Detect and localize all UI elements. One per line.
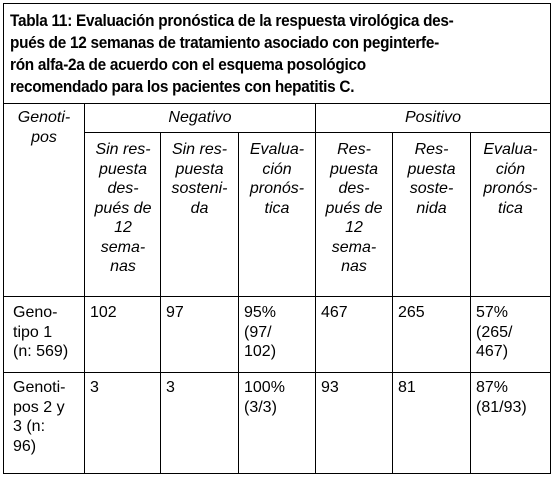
- header-neg-col-1: Sin res- puesta des- pués de 12 sema- nas: [94, 141, 152, 275]
- row-1-cell: 102: [90, 304, 117, 321]
- row-1-cell: 265: [398, 304, 425, 321]
- header-genotype: Genoti- pos: [17, 109, 71, 146]
- title-line: rón alfa-2a de acuerdo con el esquema posológico: [10, 56, 366, 74]
- row-divider: [4, 372, 550, 373]
- table-top-rule: [4, 103, 550, 104]
- row-2-cell: 3: [166, 379, 175, 396]
- header-pos-col-3: Evalua- ción pronós- tica: [483, 141, 538, 217]
- row-2-cell: 93: [321, 379, 339, 396]
- header-pos-col-1: Res- puesta des- pués de 12 sema- nas: [325, 141, 383, 275]
- header-neg-col-2: Sin res- puesta sosteni- da: [171, 141, 228, 217]
- row-1-cell: 95% (97/ 102): [244, 304, 277, 360]
- row-2-cell: 81: [398, 379, 416, 396]
- title-line: recomendado para los pacientes con hepatitis C.: [10, 78, 355, 96]
- row-1-cell: 97: [166, 304, 184, 321]
- header-bottom-rule: [4, 296, 550, 297]
- table-title: [10, 10, 508, 98]
- row-2-cell: 100% (3/3): [244, 379, 285, 416]
- row-2-genotype: Genoti- pos 2 y 3 (n: 96): [13, 379, 66, 455]
- group-header-rule: [84, 132, 550, 133]
- header-negative: Negativo: [168, 109, 232, 126]
- row-1-cell: 467: [321, 304, 348, 321]
- col-divider: [84, 103, 85, 474]
- row-1-cell: 57% (265/ 467): [476, 304, 513, 360]
- header-pos-col-2: Res- puesta soste- nida: [407, 141, 456, 217]
- title-line: pués de 12 semanas de tratamiento asociado con peginterfe-: [10, 34, 439, 52]
- header-positive: Positivo: [404, 109, 462, 126]
- row-2-cell: 87% (81/93): [476, 379, 527, 416]
- header-neg-col-3: Evalua- ción pronós- tica: [249, 141, 305, 217]
- row-1-genotype: Geno- tipo 1 (n: 569): [13, 304, 69, 360]
- title-line: Tabla 11: Evaluación pronóstica de la respuesta virológica des-: [10, 12, 454, 30]
- row-2-cell: 3: [90, 379, 99, 396]
